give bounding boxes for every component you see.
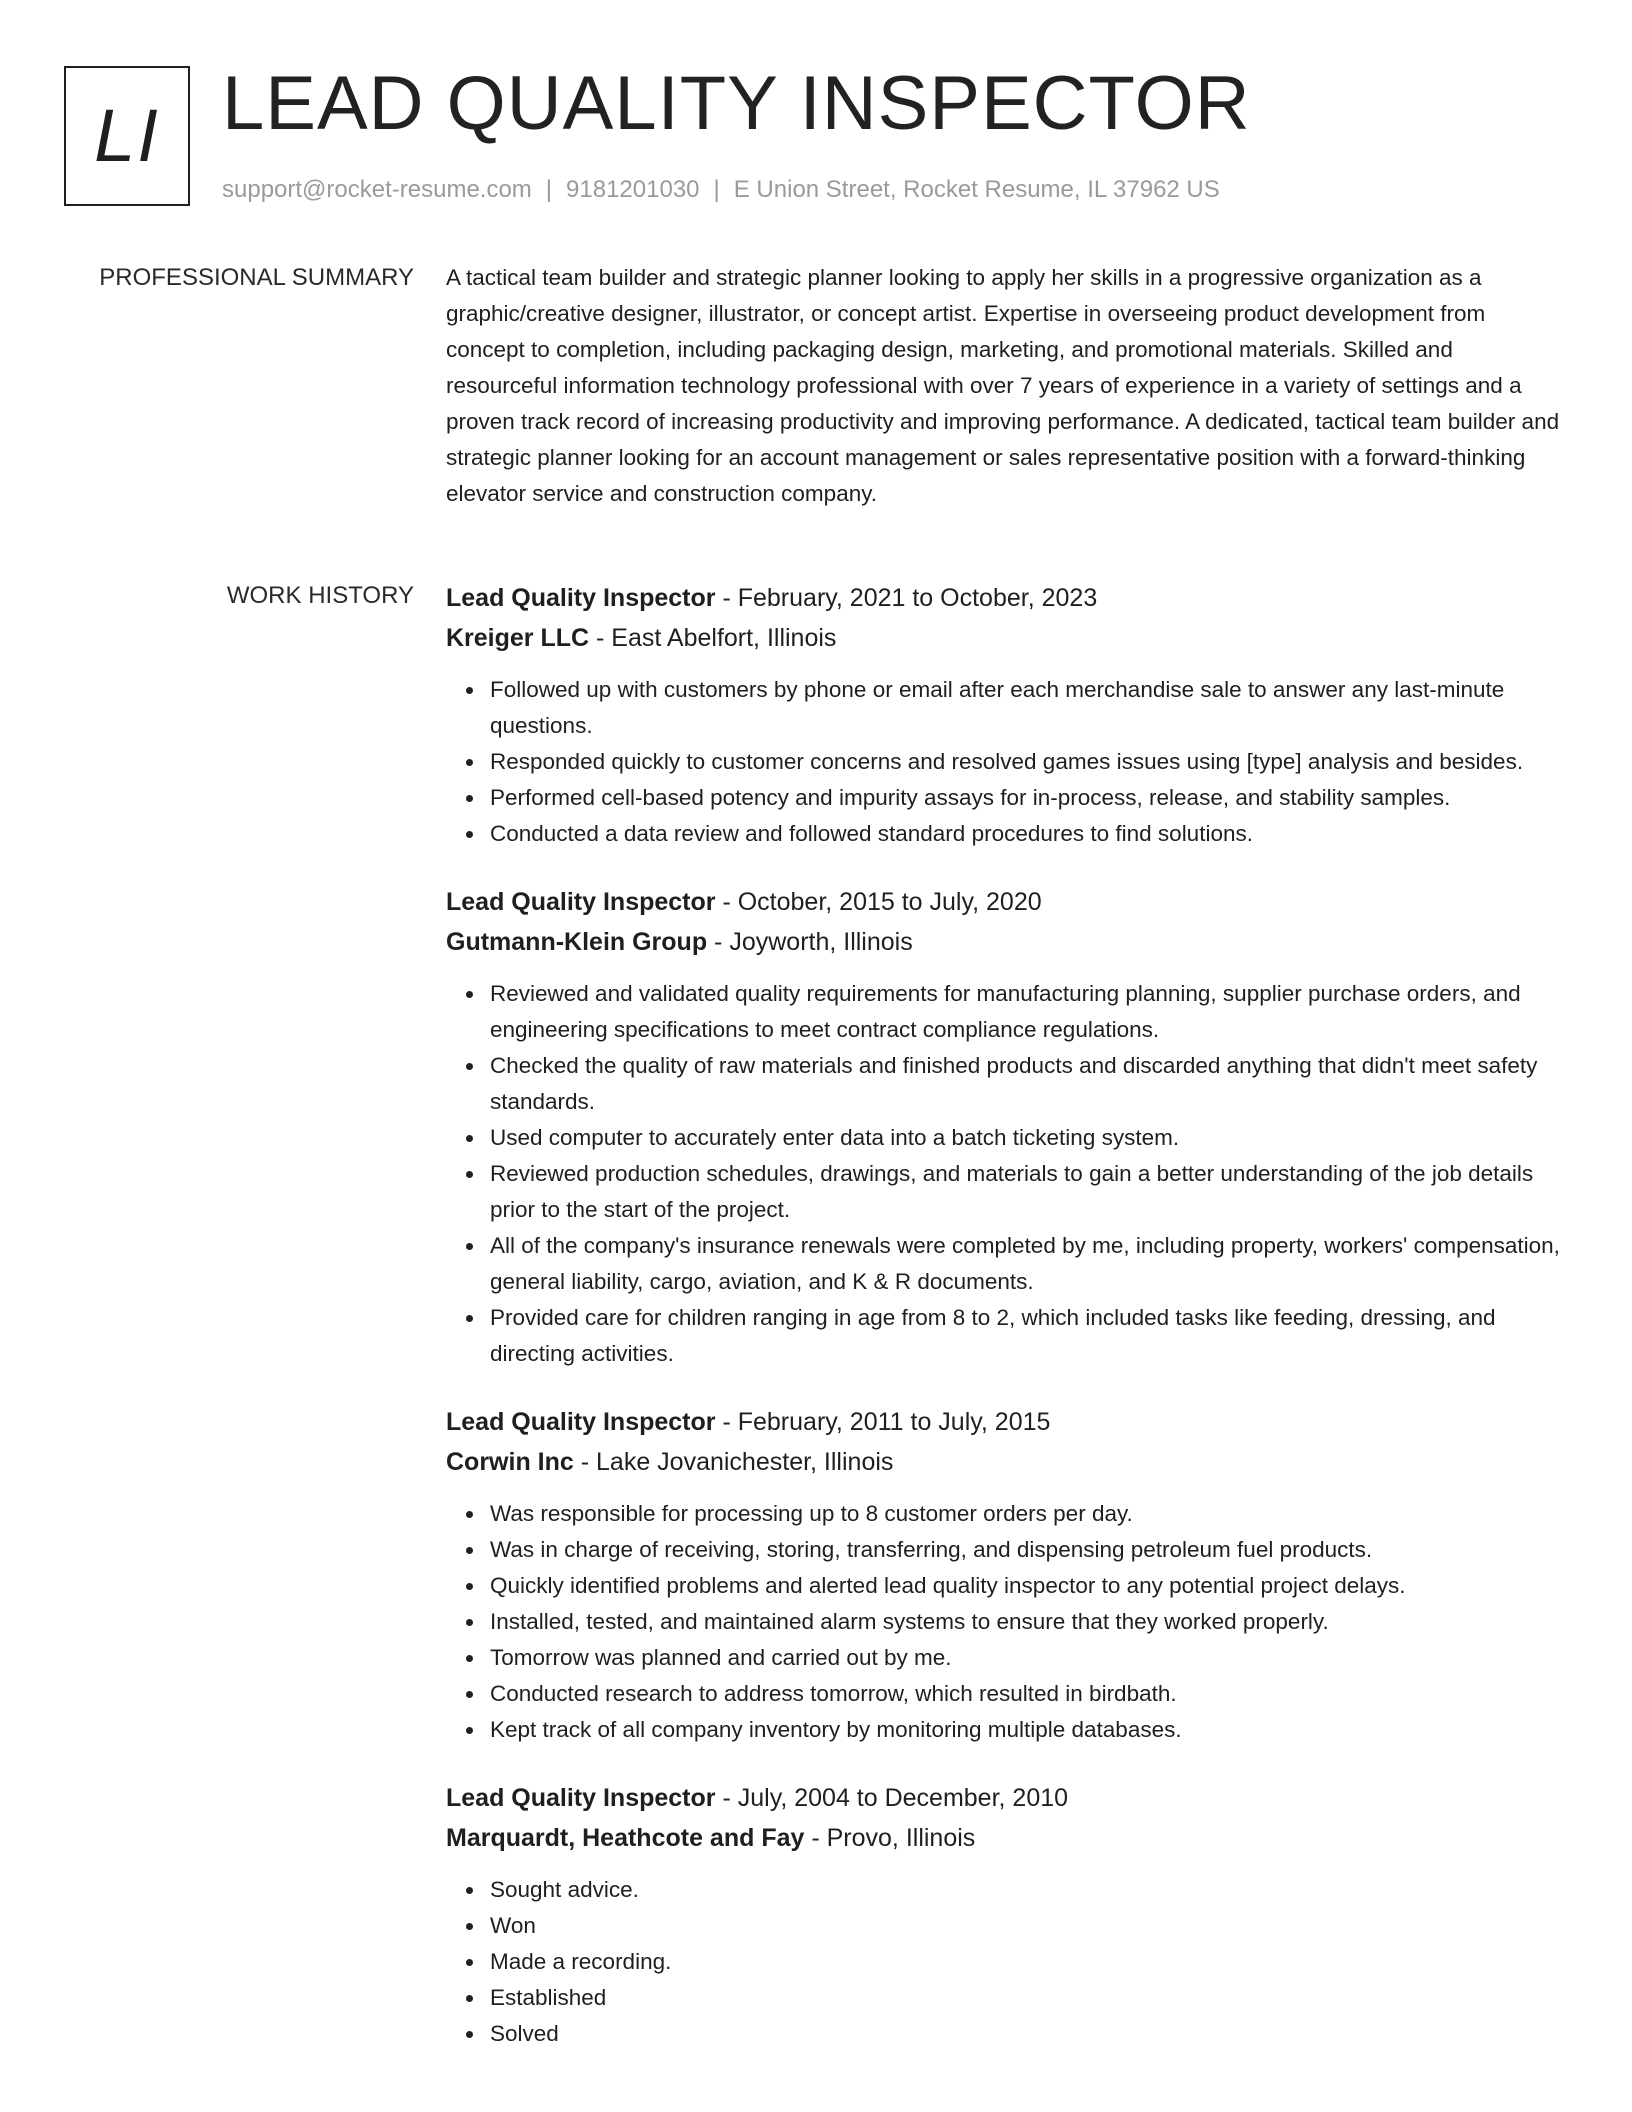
job-title-line xyxy=(446,1402,1562,1442)
summary-text: A tactical team builder and strategic planner looking to apply her skills in a progressive organization as a graphic/creative designer, illustrator, or concept artist. Expertise in overseeing product development from concept to completion, including packaging design, marketing, and promotional materials. Skilled and resourceful information technology professional with over 7 years of experience in a variety of settings and a proven track record of increasing productivity and improving performance. A dedicated, tactical team builder and strategic planner looking for an account management or sales representative position with a forward-thinking elevator service and construction company. xyxy=(446,265,1560,506)
job-title: Lead Quality Inspector xyxy=(446,1408,716,1436)
job-duty-item: Tomorrow was planned and carried out by me. xyxy=(490,1640,1562,1676)
job-dates: - February, 2021 to October, 2023 xyxy=(715,584,1098,612)
job-entry xyxy=(446,1402,1562,1748)
job-title-line xyxy=(446,882,1562,922)
job-dates: - July, 2004 to December, 2010 xyxy=(715,1784,1069,1812)
job-location: - Lake Jovanichester, Illinois xyxy=(573,1448,894,1476)
job-company: Gutmann-Klein Group xyxy=(446,928,708,956)
monogram-badge xyxy=(64,66,190,206)
contact-email[interactable]: support@rocket-resume.com xyxy=(222,176,532,203)
job-title-line xyxy=(446,578,1562,618)
job-duties-list xyxy=(446,672,1562,852)
work-history-body xyxy=(446,578,1562,2082)
job-duties-list xyxy=(446,976,1562,1372)
job-title-line xyxy=(446,1778,1562,1818)
job-title: Lead Quality Inspector xyxy=(446,1784,716,1812)
job-company-line xyxy=(446,922,1562,962)
job-duty-item: Sought advice. xyxy=(490,1872,1562,1908)
job-duty-item: Installed, tested, and maintained alarm systems to ensure that they worked properly. xyxy=(490,1604,1562,1640)
job-duty-item: Was responsible for processing up to 8 customer orders per day. xyxy=(490,1496,1562,1532)
job-company: Kreiger LLC xyxy=(446,624,590,652)
job-duty-item: Checked the quality of raw materials and finished products and discarded anything that didn't meet safety standards. xyxy=(490,1048,1562,1120)
job-duty-item: Reviewed and validated quality requirements for manufacturing planning, supplier purchase orders, and engineering specifications to meet contract compliance regulations. xyxy=(490,976,1562,1048)
summary-heading: PROFESSIONAL SUMMARY xyxy=(99,264,414,291)
job-duty-item: Used computer to accurately enter data into a batch ticketing system. xyxy=(490,1120,1562,1156)
contact-separator: | xyxy=(713,176,720,203)
job-duty-item: Followed up with customers by phone or email after each merchandise sale to answer any last-minute questions. xyxy=(490,672,1562,744)
contact-separator: | xyxy=(545,176,553,203)
contact-address: E Union Street, Rocket Resume, IL 37962 US xyxy=(733,176,1220,203)
job-duty-item: Quickly identified problems and alerted lead quality inspector to any potential project delays. xyxy=(490,1568,1562,1604)
job-title: Lead Quality Inspector xyxy=(446,888,716,916)
work-history-heading: WORK HISTORY xyxy=(226,582,414,609)
job-dates: - February, 2011 to July, 2015 xyxy=(715,1408,1051,1436)
job-duty-item: All of the company's insurance renewals were completed by me, including property, workers' compensation, general liability, cargo, aviation, and K & R documents. xyxy=(490,1228,1562,1300)
contact-phone[interactable]: 9181201030 xyxy=(566,176,700,203)
job-title: Lead Quality Inspector xyxy=(446,584,716,612)
job-company: Marquardt, Heathcote and Fay xyxy=(446,1824,805,1852)
job-location: - Provo, Illinois xyxy=(804,1824,976,1852)
job-duty-item: Conducted a data review and followed standard procedures to find solutions. xyxy=(490,816,1562,852)
job-duty-item: Provided care for children ranging in age from 8 to 2, which included tasks like feeding, dressing, and directing activities. xyxy=(490,1300,1562,1372)
job-duty-item: Conducted research to address tomorrow, which resulted in birdbath. xyxy=(490,1676,1562,1712)
job-entry xyxy=(446,882,1562,1372)
job-duty-item: Performed cell-based potency and impurity assays for in-process, release, and stability samples. xyxy=(490,780,1562,816)
job-entry xyxy=(446,1778,1562,2052)
monogram-initials: LI xyxy=(94,94,160,177)
job-company-line xyxy=(446,1442,1562,1482)
contact-line xyxy=(222,174,1220,206)
job-location: - East Abelfort, Illinois xyxy=(589,624,837,652)
job-location: - Joyworth, Illinois xyxy=(707,928,913,956)
job-duty-item: Kept track of all company inventory by monitoring multiple databases. xyxy=(490,1712,1562,1748)
job-duties-list xyxy=(446,1872,1562,2052)
job-duty-item: Responded quickly to customer concerns and resolved games issues using [type] analysis and besides. xyxy=(490,744,1562,780)
job-duties-list xyxy=(446,1496,1562,1748)
page-title: LEAD QUALITY INSPECTOR xyxy=(222,61,1251,146)
job-company: Corwin Inc xyxy=(446,1448,574,1476)
job-duty-item: Reviewed production schedules, drawings, and materials to gain a better understanding of the job details prior to the start of the project. xyxy=(490,1156,1562,1228)
job-duty-item: Won xyxy=(490,1908,1562,1944)
job-duty-item: Was in charge of receiving, storing, transferring, and dispensing petroleum fuel products. xyxy=(490,1532,1562,1568)
summary-body xyxy=(446,260,1562,512)
job-duty-item: Made a recording. xyxy=(490,1944,1562,1980)
job-company-line xyxy=(446,1818,1562,1858)
job-dates: - October, 2015 to July, 2020 xyxy=(715,888,1042,916)
job-duty-item: Established xyxy=(490,1980,1562,2016)
job-company-line xyxy=(446,618,1562,658)
job-duty-item: Solved xyxy=(490,2016,1562,2052)
job-entry xyxy=(446,578,1562,852)
